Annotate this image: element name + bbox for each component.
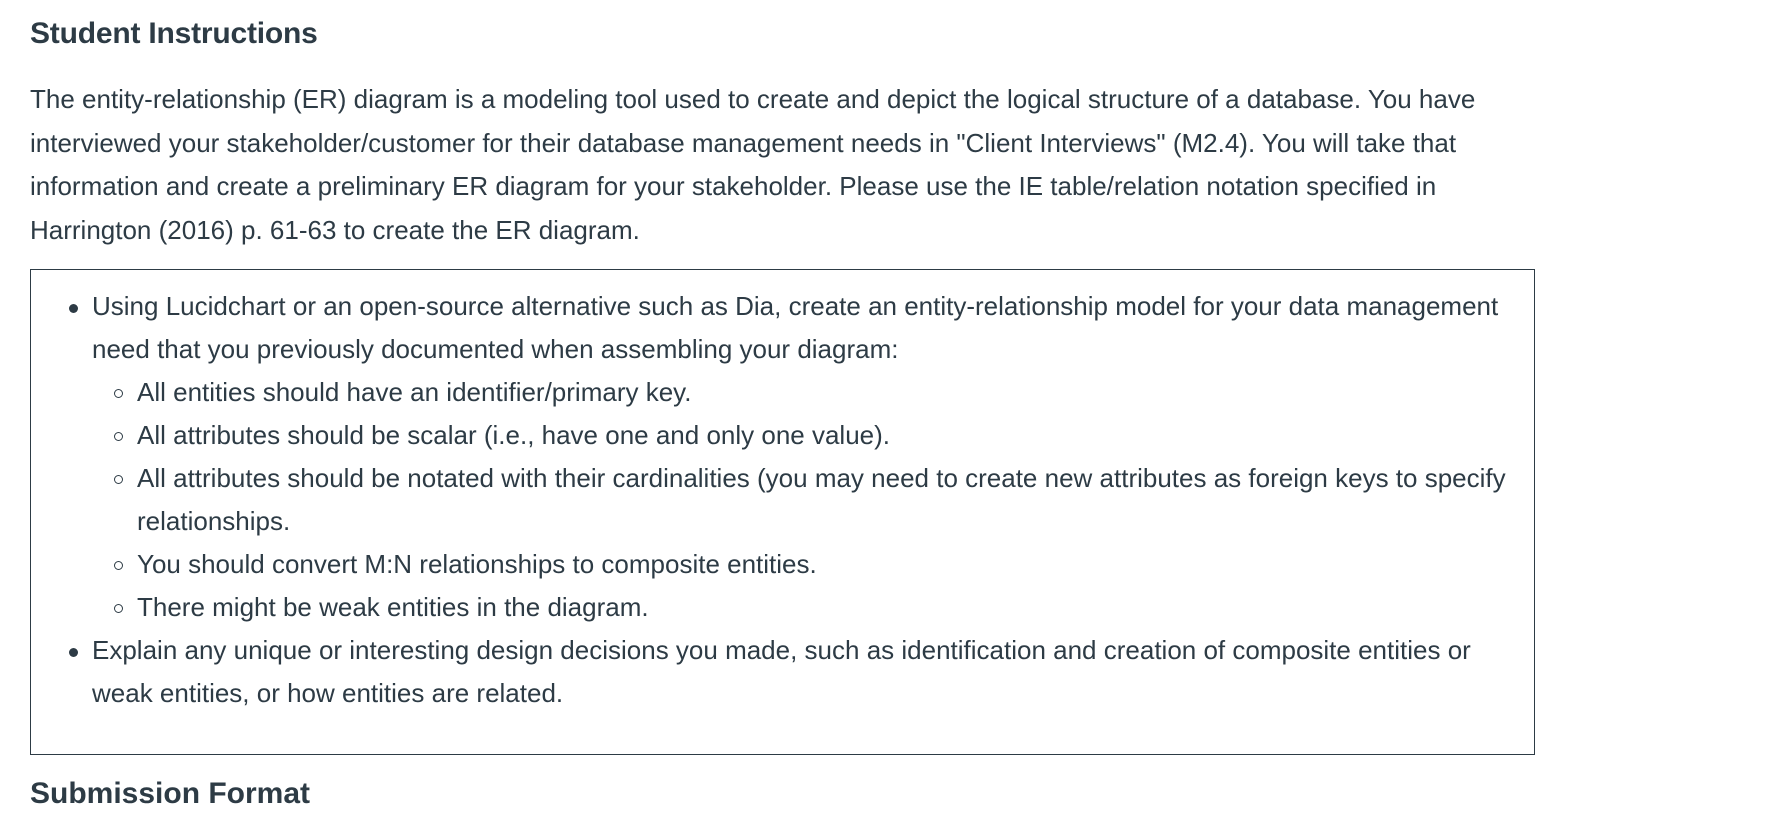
instructions-list: [31, 285, 1516, 715]
sublist-item: There might be weak entities in the diagram.: [137, 586, 1516, 629]
list-item-text: Using Lucidchart or an open-source alternative such as Dia, create an entity-relationship model for your data management need that you previously documented when assembling your diagram:: [92, 291, 1499, 364]
list-item-text: Explain any unique or interesting design decisions you made, such as identification and creation of composite entities or weak entities, or how entities are related.: [92, 635, 1471, 708]
submission-format-heading: Submission Format: [30, 777, 311, 810]
sublist-item: All attributes should be notated with their cardinalities (you may need to create new attributes as foreign keys to specify relationships.: [137, 457, 1516, 543]
instructions-box: [30, 269, 1535, 755]
intro-paragraph: The entity-relationship (ER) diagram is a modeling tool used to create and depict the logical structure of a database. You have interviewed your stakeholder/customer for their database management needs in "Client Interviews" (M2.4). You will take that information and create a preliminary ER diagram for your stakeholder. Please use the IE table/relation notation specified in Harrington (2016) p. 61-63 to create the ER diagram.: [30, 84, 1476, 245]
list-item: [92, 629, 1516, 715]
list-item: [92, 285, 1516, 629]
instructions-section: [30, 0, 1570, 755]
requirements-sublist: [92, 371, 1516, 629]
sublist-item: All attributes should be scalar (i.e., have one and only one value).: [137, 414, 1516, 457]
sublist-item: All entities should have an identifier/primary key.: [137, 371, 1516, 414]
sublist-item: You should convert M:N relationships to composite entities.: [137, 543, 1516, 586]
page-title: Student Instructions: [30, 17, 318, 50]
